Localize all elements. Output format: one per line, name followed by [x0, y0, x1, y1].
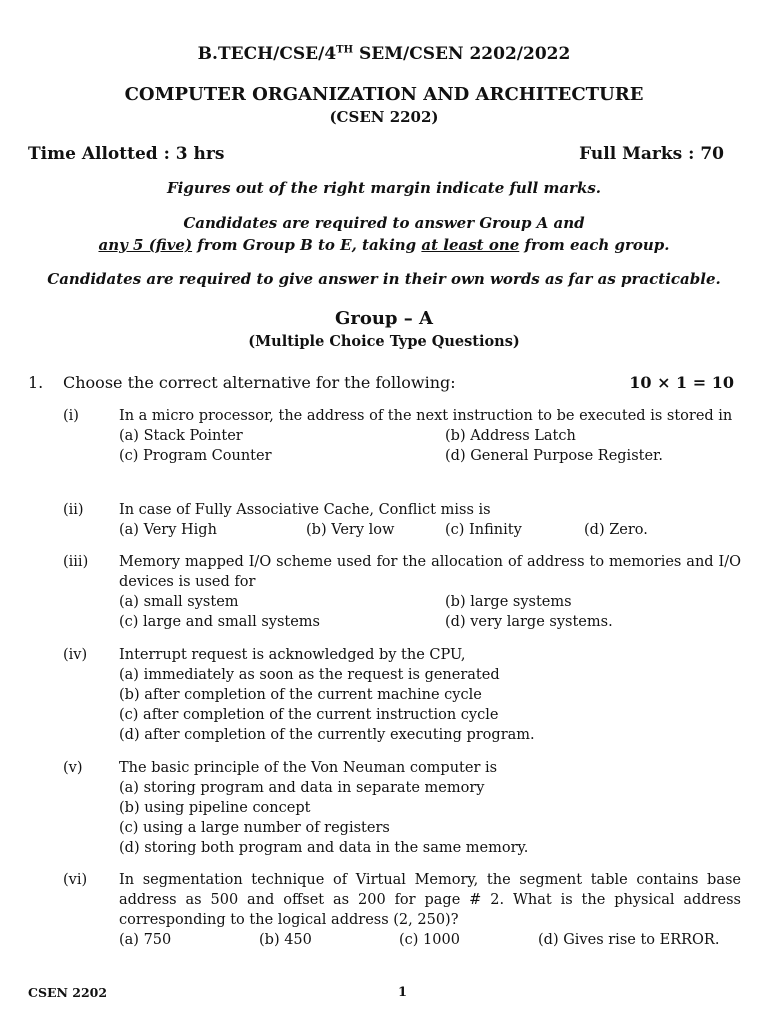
instruction-at-least-one: at least one [421, 236, 520, 254]
instruction-from-groups: from Group B to E, taking [192, 236, 422, 254]
mcq-option-d: (d) storing both program and data in the same memory. [119, 840, 529, 856]
mcq-option-d: (d) very large systems. [445, 614, 613, 630]
mcq-option-b: (b) using pipeline concept [119, 800, 311, 816]
mcq-option-d: (d) after completion of the currently executing program. [119, 727, 535, 743]
question-marks: 10 × 1 = 10 [629, 373, 734, 392]
mcq-stem: The basic principle of the Von Neuman computer is [119, 760, 498, 776]
mcq-option-a: (a) small system [119, 594, 239, 610]
mcq-option-c: (c) 1000 [399, 932, 460, 948]
mcq-option-c: (c) large and small systems [119, 614, 320, 630]
group-title: Group – A [334, 308, 434, 329]
instruction-each-group: from each group. [519, 236, 670, 254]
mcq-item-number: (iv) [63, 647, 88, 663]
mcq-stem: Memory mapped I/O scheme used for the allocation of address to memories and I/O devices is used for [119, 554, 741, 590]
mcq-stem: Interrupt request is acknowledged by the CPU, [119, 647, 466, 663]
mcq-option-b: (b) Very low [306, 522, 395, 538]
mcq-option-a: (a) Stack Pointer [119, 428, 243, 444]
instruction-groups [0, 236, 768, 254]
footer-code: CSEN 2202 [28, 985, 108, 1000]
mcq-option-d: (d) Zero. [584, 522, 648, 538]
mcq-option-a: (a) storing program and data in separate memory [119, 780, 485, 796]
subject-code: (CSEN 2202) [329, 108, 439, 126]
mcq-option-b: (b) after completion of the current machine cycle [119, 687, 482, 703]
mcq-option-c: (c) after completion of the current instruction cycle [119, 707, 499, 723]
mcq-option-d: (d) General Purpose Register. [445, 448, 663, 464]
instruction-answer: Candidates are required to answer Group A and [183, 214, 585, 232]
full-marks: Full Marks : 70 [579, 144, 724, 164]
time-allotted: Time Allotted : 3 hrs [28, 144, 225, 164]
mcq-option-c: (c) Program Counter [119, 448, 272, 464]
mcq-item-number: (v) [63, 760, 83, 776]
mcq-stem: In a micro processor, the address of the next instruction to be executed is stored in [119, 408, 733, 424]
mcq-option-a: (a) Very High [119, 522, 217, 538]
mcq-item-number: (vi) [63, 872, 88, 888]
mcq-item-number: (iii) [63, 554, 89, 570]
mcq-option-c: (c) using a large number of registers [119, 820, 390, 836]
mcq-item-number: (i) [63, 408, 79, 424]
mcq-option-b: (b) large systems [445, 594, 572, 610]
mcq-option-b: (b) Address Latch [445, 428, 576, 444]
mcq-stem: In segmentation technique of Virtual Memory, the segment table contains base address as 500 and offset as 200 for page # 2. What is the physical address corresponding to the logical address (2, 250)? [119, 872, 741, 928]
mcq-option-c: (c) Infinity [445, 522, 522, 538]
mcq-option-b: (b) 450 [259, 932, 312, 948]
mcq-option-a: (a) immediately as soon as the request is generated [119, 667, 500, 683]
instruction-marks: Figures out of the right margin indicate full marks. [166, 179, 602, 197]
course-code: B.TECH/CSE/4TH SEM/CSEN 2202/2022 [197, 44, 571, 64]
mcq-option-a: (a) 750 [119, 932, 172, 948]
instruction-any-five: any 5 (five) [98, 236, 193, 254]
question-number: 1. [28, 373, 44, 392]
page-number: 1 [398, 985, 408, 1000]
group-subtitle: (Multiple Choice Type Questions) [248, 333, 520, 350]
question-text: Choose the correct alternative for the following: [63, 373, 456, 392]
mcq-stem: In case of Fully Associative Cache, Conflict miss is [119, 502, 491, 518]
instruction-own-words: Candidates are required to give answer in their own words as far as practicable. [47, 270, 721, 288]
subject-title: COMPUTER ORGANIZATION AND ARCHITECTURE [124, 84, 644, 105]
mcq-option-d: (d) Gives rise to ERROR. [538, 932, 720, 948]
mcq-item-number: (ii) [63, 502, 84, 518]
